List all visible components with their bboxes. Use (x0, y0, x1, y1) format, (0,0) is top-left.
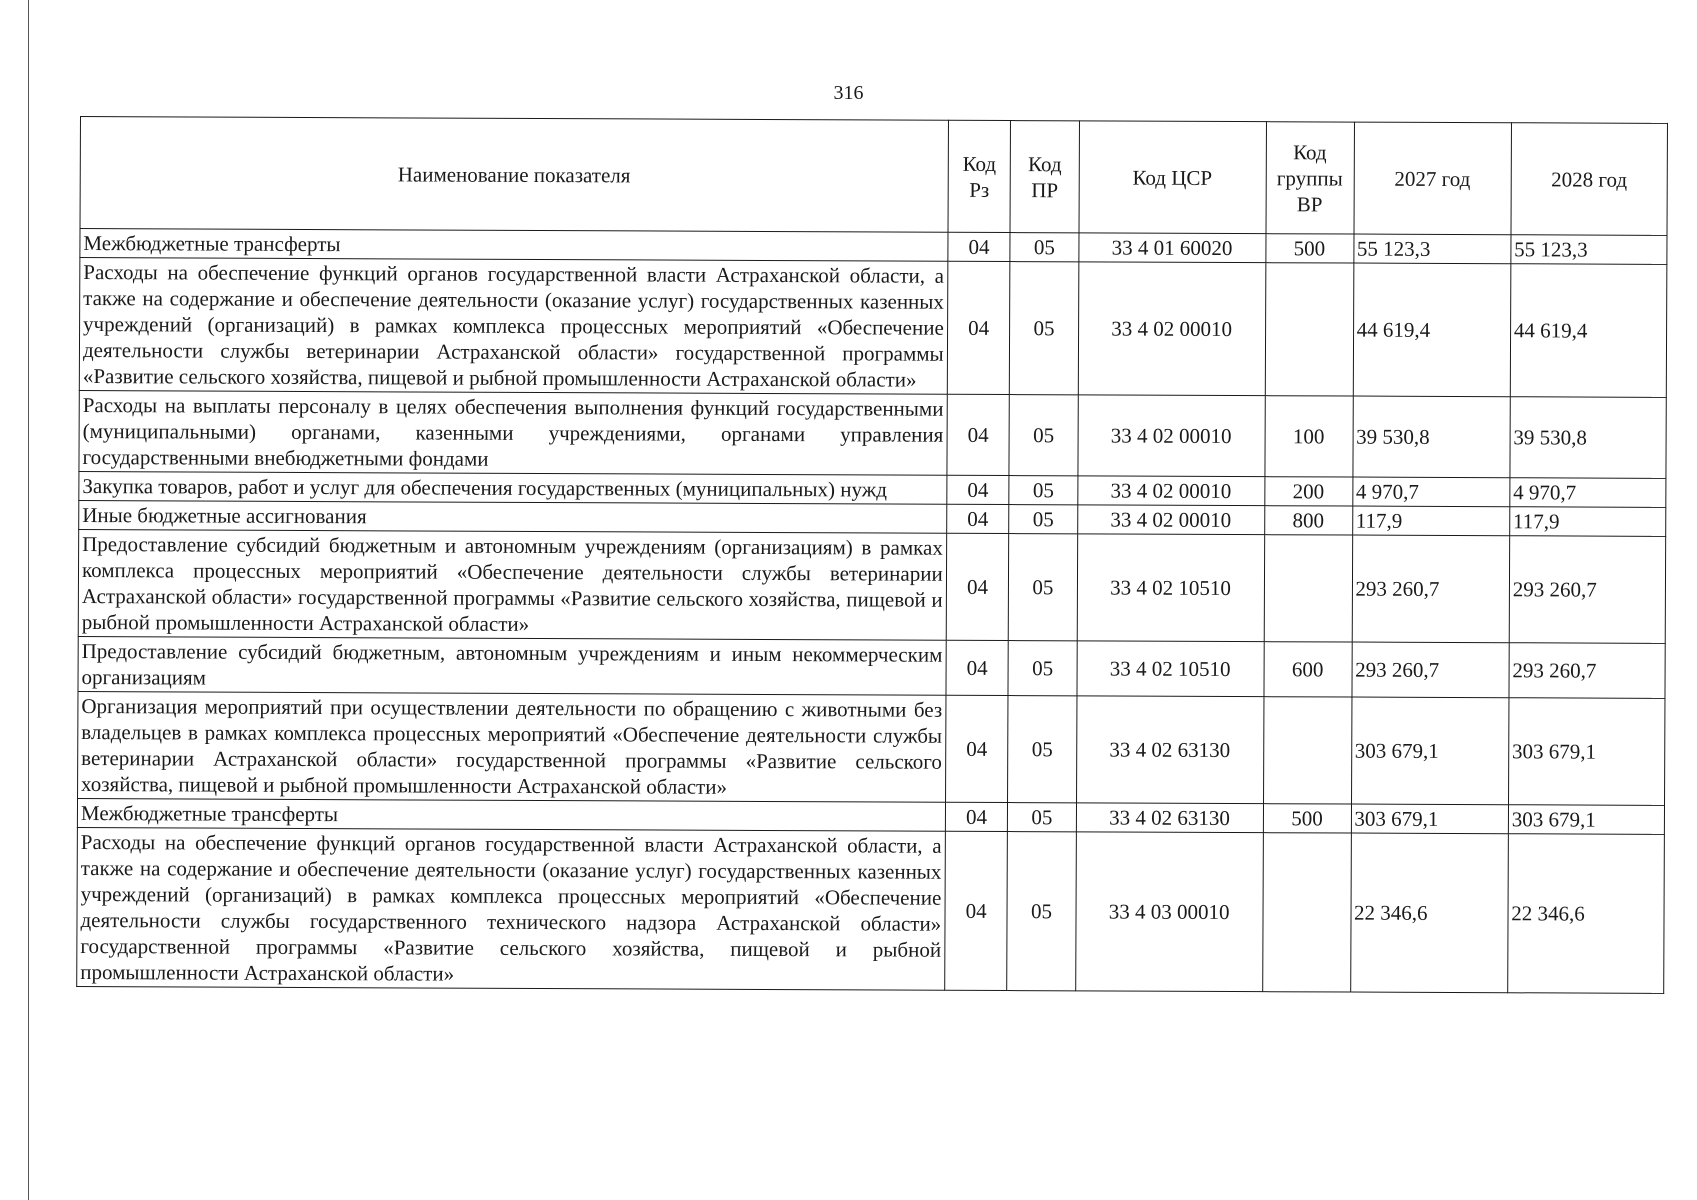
row-name: Предоставление субсидий бюджетным и автономным учреждениям (организациям) в рамках комплекса процессных мероприятий «Обеспечение деятельности службы ветеринарии Астраханской области» государственной программы «Развитие сельского хозяйства, пищевой и рыбной промышленности Астраханской области» (78, 529, 946, 640)
row-code-vr: 500 (1263, 804, 1351, 833)
row-value-2028: 303 679,1 (1508, 805, 1664, 835)
row-code-csr: 33 4 02 10510 (1077, 534, 1264, 642)
row-code-vr: 100 (1264, 396, 1352, 477)
row-value-2027: 4 970,7 (1352, 477, 1509, 507)
row-code-vr (1265, 263, 1354, 396)
row-value-2028: 22 346,6 (1507, 834, 1664, 994)
row-value-2027: 22 346,6 (1350, 833, 1508, 993)
row-code-pr: 05 (1010, 233, 1078, 262)
row-code-vr: 200 (1264, 477, 1352, 506)
row-code-rz: 04 (947, 475, 1010, 504)
row-name: Иные бюджетные ассигнования (79, 500, 947, 533)
row-value-2027: 117,9 (1352, 506, 1509, 536)
row-value-2027: 293 260,7 (1352, 535, 1510, 643)
row-code-pr: 05 (1010, 262, 1079, 395)
row-name: Закупка товаров, работ и услуг для обеспечения государственных (муниципальных) нужд (79, 471, 947, 504)
row-code-csr: 33 4 02 00010 (1077, 476, 1264, 506)
row-code-rz: 04 (946, 504, 1009, 533)
row-code-csr: 33 4 02 00010 (1077, 505, 1264, 535)
header-2028: 2028 год (1511, 123, 1668, 236)
row-code-rz: 04 (947, 261, 1010, 394)
row-code-rz: 04 (945, 695, 1008, 802)
row-value-2027: 55 123,3 (1353, 234, 1510, 264)
table-header-row (80, 117, 1667, 236)
table-row (77, 827, 1665, 993)
row-value-2028: 44 619,4 (1510, 264, 1667, 398)
row-code-rz: 04 (946, 640, 1009, 695)
row-code-rz: 04 (945, 802, 1008, 831)
row-value-2027: 303 679,1 (1351, 804, 1508, 834)
row-value-2028: 117,9 (1509, 507, 1665, 537)
row-code-vr (1264, 535, 1352, 642)
row-code-vr: 600 (1264, 642, 1352, 697)
budget-table (76, 116, 1668, 994)
row-code-pr: 05 (1009, 395, 1078, 476)
table-row (78, 691, 1665, 805)
row-name: Расходы на выплаты персоналу в целях обеспечения выполнения функций государственными (муниципальными) органами, казенными учреждениями, органами управления государственными внебюджетными фондами (79, 390, 947, 475)
row-name: Расходы на обеспечение функций органов государственной власти Астраханской области, а также на содержание и обеспечение деятельности (оказание услуг) государственных казенных учреждений (организаций) в рамках комплекса процессных мероприятий «Обеспечение деятельности службы государственного технического надзора Астраханской области» государственной программы «Развитие сельского хозяйства, пищевой и рыбной промышленности Астраханской области» (77, 827, 945, 990)
row-code-csr: 33 4 02 63130 (1076, 696, 1263, 804)
row-code-rz: 04 (948, 232, 1011, 261)
row-value-2028: 293 260,7 (1509, 643, 1665, 699)
table-row (78, 529, 1665, 643)
row-value-2028: 55 123,3 (1511, 235, 1667, 265)
row-code-pr: 05 (1008, 803, 1076, 832)
table-body (77, 229, 1667, 994)
header-name: Наименование показателя (80, 117, 948, 233)
header-2027: 2027 год (1354, 122, 1512, 235)
row-code-pr: 05 (1008, 696, 1077, 803)
row-code-csr: 33 4 01 60020 (1078, 233, 1265, 263)
row-value-2028: 4 970,7 (1510, 478, 1666, 508)
row-code-vr (1262, 833, 1351, 992)
row-code-csr: 33 4 02 00010 (1078, 262, 1266, 396)
row-code-rz: 04 (944, 831, 1007, 990)
row-code-csr: 33 4 02 00010 (1078, 395, 1265, 477)
row-code-csr: 33 4 02 10510 (1077, 641, 1264, 697)
row-code-vr (1263, 697, 1351, 804)
header-vr: Код группы ВР (1266, 122, 1354, 234)
row-code-rz: 04 (946, 533, 1009, 640)
row-name: Предоставление субсидий бюджетным, автономным учреждениям и иным некоммерческим организациям (78, 636, 946, 695)
page-number: 316 (833, 82, 864, 104)
row-value-2027: 44 619,4 (1353, 263, 1511, 397)
row-code-csr: 33 4 02 63130 (1076, 803, 1263, 833)
row-code-pr: 05 (1009, 505, 1077, 534)
table-row (78, 636, 1665, 698)
row-code-rz: 04 (947, 394, 1010, 475)
row-code-pr: 05 (1009, 534, 1078, 641)
row-code-vr: 800 (1264, 506, 1352, 535)
row-name: Расходы на обеспечение функций органов государственной власти Астраханской области, а также на содержание и обеспечение деятельности (оказание услуг) государственных казенных учреждений (организаций) в рамках комплекса процессных мероприятий «Обеспечение деятельности службы ветеринарии Астраханской области» государственной программы «Развитие сельского хозяйства, пищевой и рыбной промышленности Астраханской области» (79, 258, 947, 395)
row-name: Межбюджетные трансферты (77, 798, 945, 831)
row-value-2028: 293 260,7 (1509, 536, 1666, 644)
row-name: Организация мероприятий при осуществлении деятельности по обращению с животными без владельцев в рамках комплекса процессных мероприятий «Обеспечение деятельности службы ветеринарии Астраханской области» государственной программы «Развитие сельского хозяйства, пищевой и рыбной промышленности Астраханской области» (78, 691, 946, 802)
row-code-vr: 500 (1265, 234, 1353, 263)
header-csr: Код ЦСР (1079, 121, 1266, 234)
header-rz: Код Рз (948, 120, 1011, 232)
row-value-2027: 39 530,8 (1352, 396, 1510, 478)
row-value-2028: 39 530,8 (1510, 397, 1667, 479)
budget-table-sheet (76, 116, 1680, 994)
row-value-2027: 293 260,7 (1351, 642, 1509, 698)
table-row (79, 258, 1667, 398)
row-value-2027: 303 679,1 (1351, 697, 1509, 805)
row-value-2028: 303 679,1 (1508, 698, 1665, 806)
header-pr: Код ПР (1010, 121, 1079, 233)
row-name: Межбюджетные трансферты (80, 229, 948, 262)
left-border-line (28, 0, 29, 1200)
row-code-pr: 05 (1009, 476, 1077, 505)
row-code-csr: 33 4 03 00010 (1075, 832, 1263, 992)
row-code-pr: 05 (1007, 832, 1076, 991)
row-code-pr: 05 (1008, 641, 1076, 696)
table-row (79, 390, 1666, 478)
